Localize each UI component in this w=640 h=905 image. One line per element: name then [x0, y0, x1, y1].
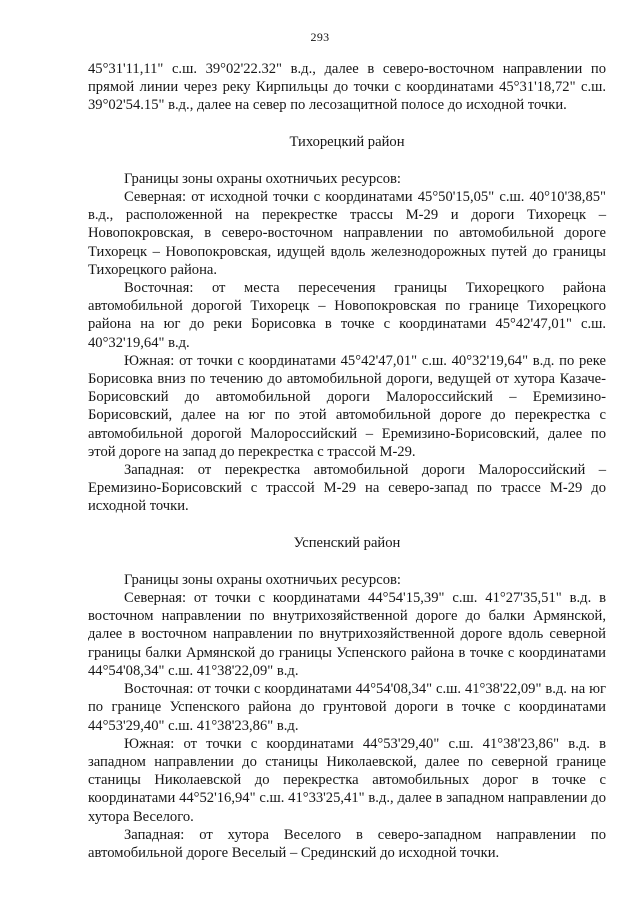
section-tikhoretsky: [88, 133, 606, 516]
boundary-east-uspensky: Восточная: от точки с координатами 44°54'08,34" с.ш. 41°38'22,09" в.д. на юг по границе Успенского района до грунтовой дороги в точке с координатами 44°53'29,40" с.ш. 41°38'23,86" в.д.: [88, 681, 606, 734]
boundaries-lead-uspensky: Границы зоны охраны охотничьих ресурсов:: [124, 571, 401, 588]
section-uspensky: [88, 534, 606, 862]
boundary-west-uspensky: Западная: от хутора Веселого в северо-западном направлении по автомобильной дороге Веселый – Срединский до исходной точки.: [88, 826, 606, 861]
boundary-south-uspensky: Южная: от точки с координатами 44°53'29,40" с.ш. 41°38'23,86" в.д. в западном направлении до станицы Николаевской, далее по северной границе станицы Николаевской до перекрестка автомобильных дорог в точке с координатами 44°52'16,94" с.ш. 41°33'25,41" в.д., далее в западном направлении до хутора Веселого.: [88, 735, 606, 825]
page-number: 293: [310, 30, 330, 44]
boundary-south-tikhoretsky: Южная: от точки с координатами 45°42'47,01" с.ш. 40°32'19,64" в.д. по реке Борисовка вниз по течению до автомобильной дороги, ведущей от хутора Казаче-Борисовский до автомобильной дороги Малороссийский – Еремизино-Борисовский, далее на юг по этой автомобильной дороге до перекрестка с автомобильной дорогой Малороссийский – Еремизино-Борисовский, далее по этой дороге на запад до перекрестка с трассой М-29.: [88, 352, 606, 460]
section-heading-tikhoretsky: Тихорецкий район: [289, 133, 405, 150]
boundary-north-tikhoretsky: Северная: от исходной точки с координатами 45°50'15,05" с.ш. 40°10'38,85" в.д., расположенной на перекрестке трассы М-29 и дороги Тихорецк – Новопокровская, в северо-восточном направлении по автомобильной дороге Тихорецк – Новопокровская, идущей вдоль железнодорожных путей до границы Тихорецкого района.: [88, 189, 606, 278]
boundaries-lead-tikhoretsky: Границы зоны охраны охотничьих ресурсов:: [124, 170, 401, 187]
intro-paragraph: 45°31'11,11" с.ш. 39°02'22.32" в.д., далее в северо-восточном направлении по прямой линии через реку Кирпильцы до точки с координатами 45°31'18,72" с.ш. 39°02'54.15" в.д., далее на север по лесозащитной полосе до исходной точки.: [88, 61, 606, 114]
boundary-west-tikhoretsky: Западная: от перекрестка автомобильной дороги Малороссийский – Еремизино-Борисовский с трассой М-29 на северо-запад по трассе М-29 до исходной точки.: [88, 462, 606, 515]
document-body: [88, 60, 606, 862]
boundary-north-uspensky: Северная: от точки с координатами 44°54'15,39" с.ш. 41°27'35,51" в.д. в восточном направлении по внутрихозяйственной дороге до балки Армянской, далее в восточном направлении по внутрихозяйственной дороге вдоль северной границы балки Армянской до границы Успенского района в точке с координатами 44°54'08,34" с.ш. 41°38'22,09" в.д.: [88, 590, 606, 679]
section-heading-uspensky: Успенский район: [293, 534, 401, 551]
boundary-east-tikhoretsky: Восточная: от места пересечения границы Тихорецкого района автомобильной дорогой Тихорецк – Новопокровская по границе Тихорецкого района на юг до реки Борисовка в точке с координатами 45°42'47,01" с.ш. 40°32'19,64" в.д.: [88, 280, 606, 351]
